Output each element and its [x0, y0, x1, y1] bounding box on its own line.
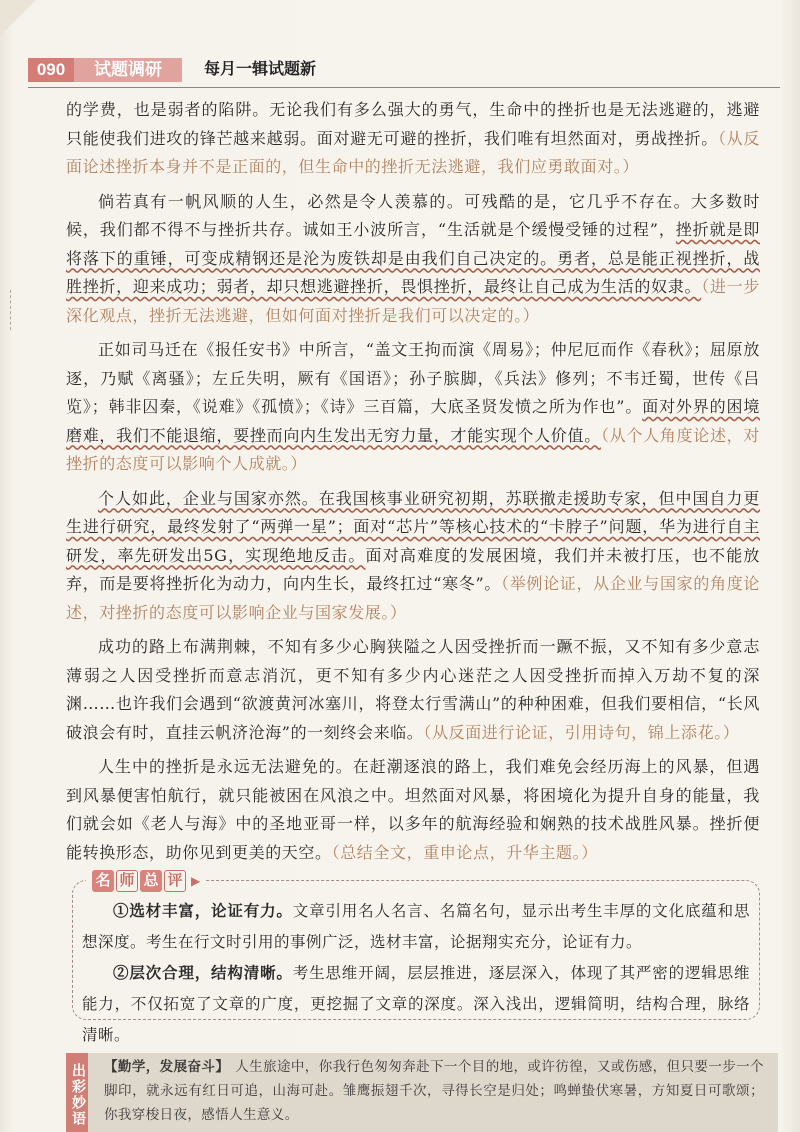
review-point [82, 958, 750, 1051]
annotation-comment: （从个人角度论述，对挫折的态度可以影响个人成就。） [66, 425, 760, 473]
underlined-sentence: 面对外界的困境磨难，我们不能退缩，要挫而向内生发出无穷力量，才能实现个人价值。 [66, 397, 760, 445]
essay-paragraph [66, 96, 760, 182]
extra-lead: 【勤学，发展奋斗】 [104, 1059, 230, 1074]
extra-text [104, 1055, 764, 1127]
annotation-comment: （从反面进行论证，引用诗句，锦上添花。） [423, 722, 740, 742]
review-content [82, 896, 750, 1051]
margin-mark [10, 290, 11, 330]
annotation-comment: （进一步深化观点，挫折无法逃避，但如何面对挫折是我们可以决定的。） [66, 277, 760, 325]
essay-text: 倘若真有一帆风顺的人生，必然是令人羡慕的。可残酷的是，它几乎不存在。大多数时候，我们都不得不与挫折共存。诚如王小波所言，“生活就是个缓慢受锤的过程”， [66, 191, 760, 239]
review-point [82, 896, 750, 958]
series-title: 每月一辑试题新 [204, 61, 317, 78]
essay-body [66, 96, 760, 867]
page-number: 090 [28, 58, 74, 82]
header-rule [28, 87, 780, 88]
review-title-char: 师 [116, 870, 138, 892]
page-corner [0, 0, 36, 36]
extra-tab: 出彩妙语 [66, 1053, 88, 1132]
review-point-text: 文章引用名人名言、名篇名句，显示出考生丰厚的文化底蕴和思想深度。考生在行文时引用的事例广泛，选材丰富，论据翔实充分，论证有力。 [82, 902, 750, 951]
essay-text: 成功的路上布满荆棘，不知有多少心胸狭隘之人因受挫折而一蹶不振，又不知有多少意志薄弱之人因受挫折而意志消沉，更不知有多少内心迷茫之人因受挫折而掉入万劫不复的深渊……也许我们会遇到“欲渡黄河冰塞川，将登太行雪满山”的种种困难，但我们要相信，“长风破浪会有时，直挂云帆济沧海”的一刻终会来临。 [66, 637, 760, 742]
annotation-comment: （从反面论述挫折本身并不是正面的，但生命中的挫折无法逃避，我们应勇敢面对。） [66, 128, 760, 176]
review-point-heading: ②层次合理，结构清晰。 [113, 965, 293, 982]
underlined-sentence: 挫折就是即将落下的重锤，可变成精钢还是沦为废铁却是由我们自己决定的。勇者，总是能正视挫折，战胜挫折，迎来成功；弱者，却只想逃避挫折，畏惧挫折，最终让自己成为生活的奴隶。 [66, 220, 760, 296]
essay-paragraph [66, 336, 760, 479]
essay-text: 正如司马迁在《报任安书》中所言，“盖文王拘而演《周易》；仲尼厄而作《春秋》；屈原放逐，乃赋《离骚》；左丘失明，厥有《国语》；孙子膑脚，《兵法》修列；不韦迁蜀，世传《吕览》；韩非囚秦，《说难》《孤愤》；《诗》三百篇，大底圣贤发愤之所为作也”。 [66, 340, 760, 416]
essay-text: 的学费，也是弱者的陷阱。无论我们有多么强大的勇气，生命中的挫折也是无法逃避的，逃避只能使我们进攻的锋芒越来越弱。面对避无可避的挫折，我们唯有坦然面对，勇战挫折。 [66, 100, 760, 148]
play-arrow-icon: ▶ [191, 874, 201, 888]
annotation-comment: （举例论证，从企业与国家的角度论述，对挫折的态度可以影响企业与国家发展。） [66, 574, 760, 622]
review-title-char: 总 [140, 870, 162, 892]
review-title-char: 评 [164, 870, 186, 892]
extra-body: 人生旅途中，你我行色匆匆奔赴下一个目的地，或许彷徨，又或伤感，但只要一步一个脚印，就永远有红日可追，山海可赴。雏鹰振翅千次，寻得长空是归处；鸣蝉蛰伏寒暑，方知夏日可歌颂；你我穿梭日夜，感悟人生意义。 [104, 1059, 764, 1123]
annotation-comment: （总结全文，重申论点，升华主题。） [331, 842, 598, 862]
essay-paragraph [66, 753, 760, 867]
review-title [86, 869, 206, 893]
essay-paragraph [66, 633, 760, 747]
underlined-sentence: 个人如此，企业与国家亦然。在我国核事业研究初期，苏联撤走援助专家，但中国自力更生进行研究，最终发射了“两弹一星”；面对“芯片”等核心技术的“卡脖子”问题，华为进行自主研发，率先研发出5G，实现绝地反击。 [66, 488, 760, 565]
essay-paragraph [66, 485, 760, 628]
essay-text: 面对高难度的发展困境，我们并未被打压，也不能放弃，而是要将挫折化为动力，向内生长，最终扛过“寒冬”。 [66, 545, 760, 593]
review-point-text: 考生思维开阔，层层推进，逐层深入，体现了其严密的逻辑思维能力，不仅拓宽了文章的广度，更挖掘了文章的深度。深入浅出，逻辑简明，结构合理，脉络清晰。 [82, 964, 750, 1044]
essay-paragraph [66, 188, 760, 331]
essay-text: 人生中的挫折是永远无法避免的。在赶潮逐浪的路上，我们难免会经历海上的风暴，但遇到风暴便害怕航行，就只能被困在风浪之中。坦然面对风暴，将困境化为提升自身的能量，我们就会如《老人与海》中的圣地亚哥一样，以多年的航海经验和娴熟的技术战胜风暴。挫折便能转换形态，助你见到更美的天空。 [66, 757, 760, 862]
page-header [28, 54, 778, 86]
review-title-char: 名 [92, 870, 114, 892]
section-label: 试题调研 [74, 58, 182, 82]
review-point-heading: ①选材丰富，论证有力。 [113, 903, 293, 920]
